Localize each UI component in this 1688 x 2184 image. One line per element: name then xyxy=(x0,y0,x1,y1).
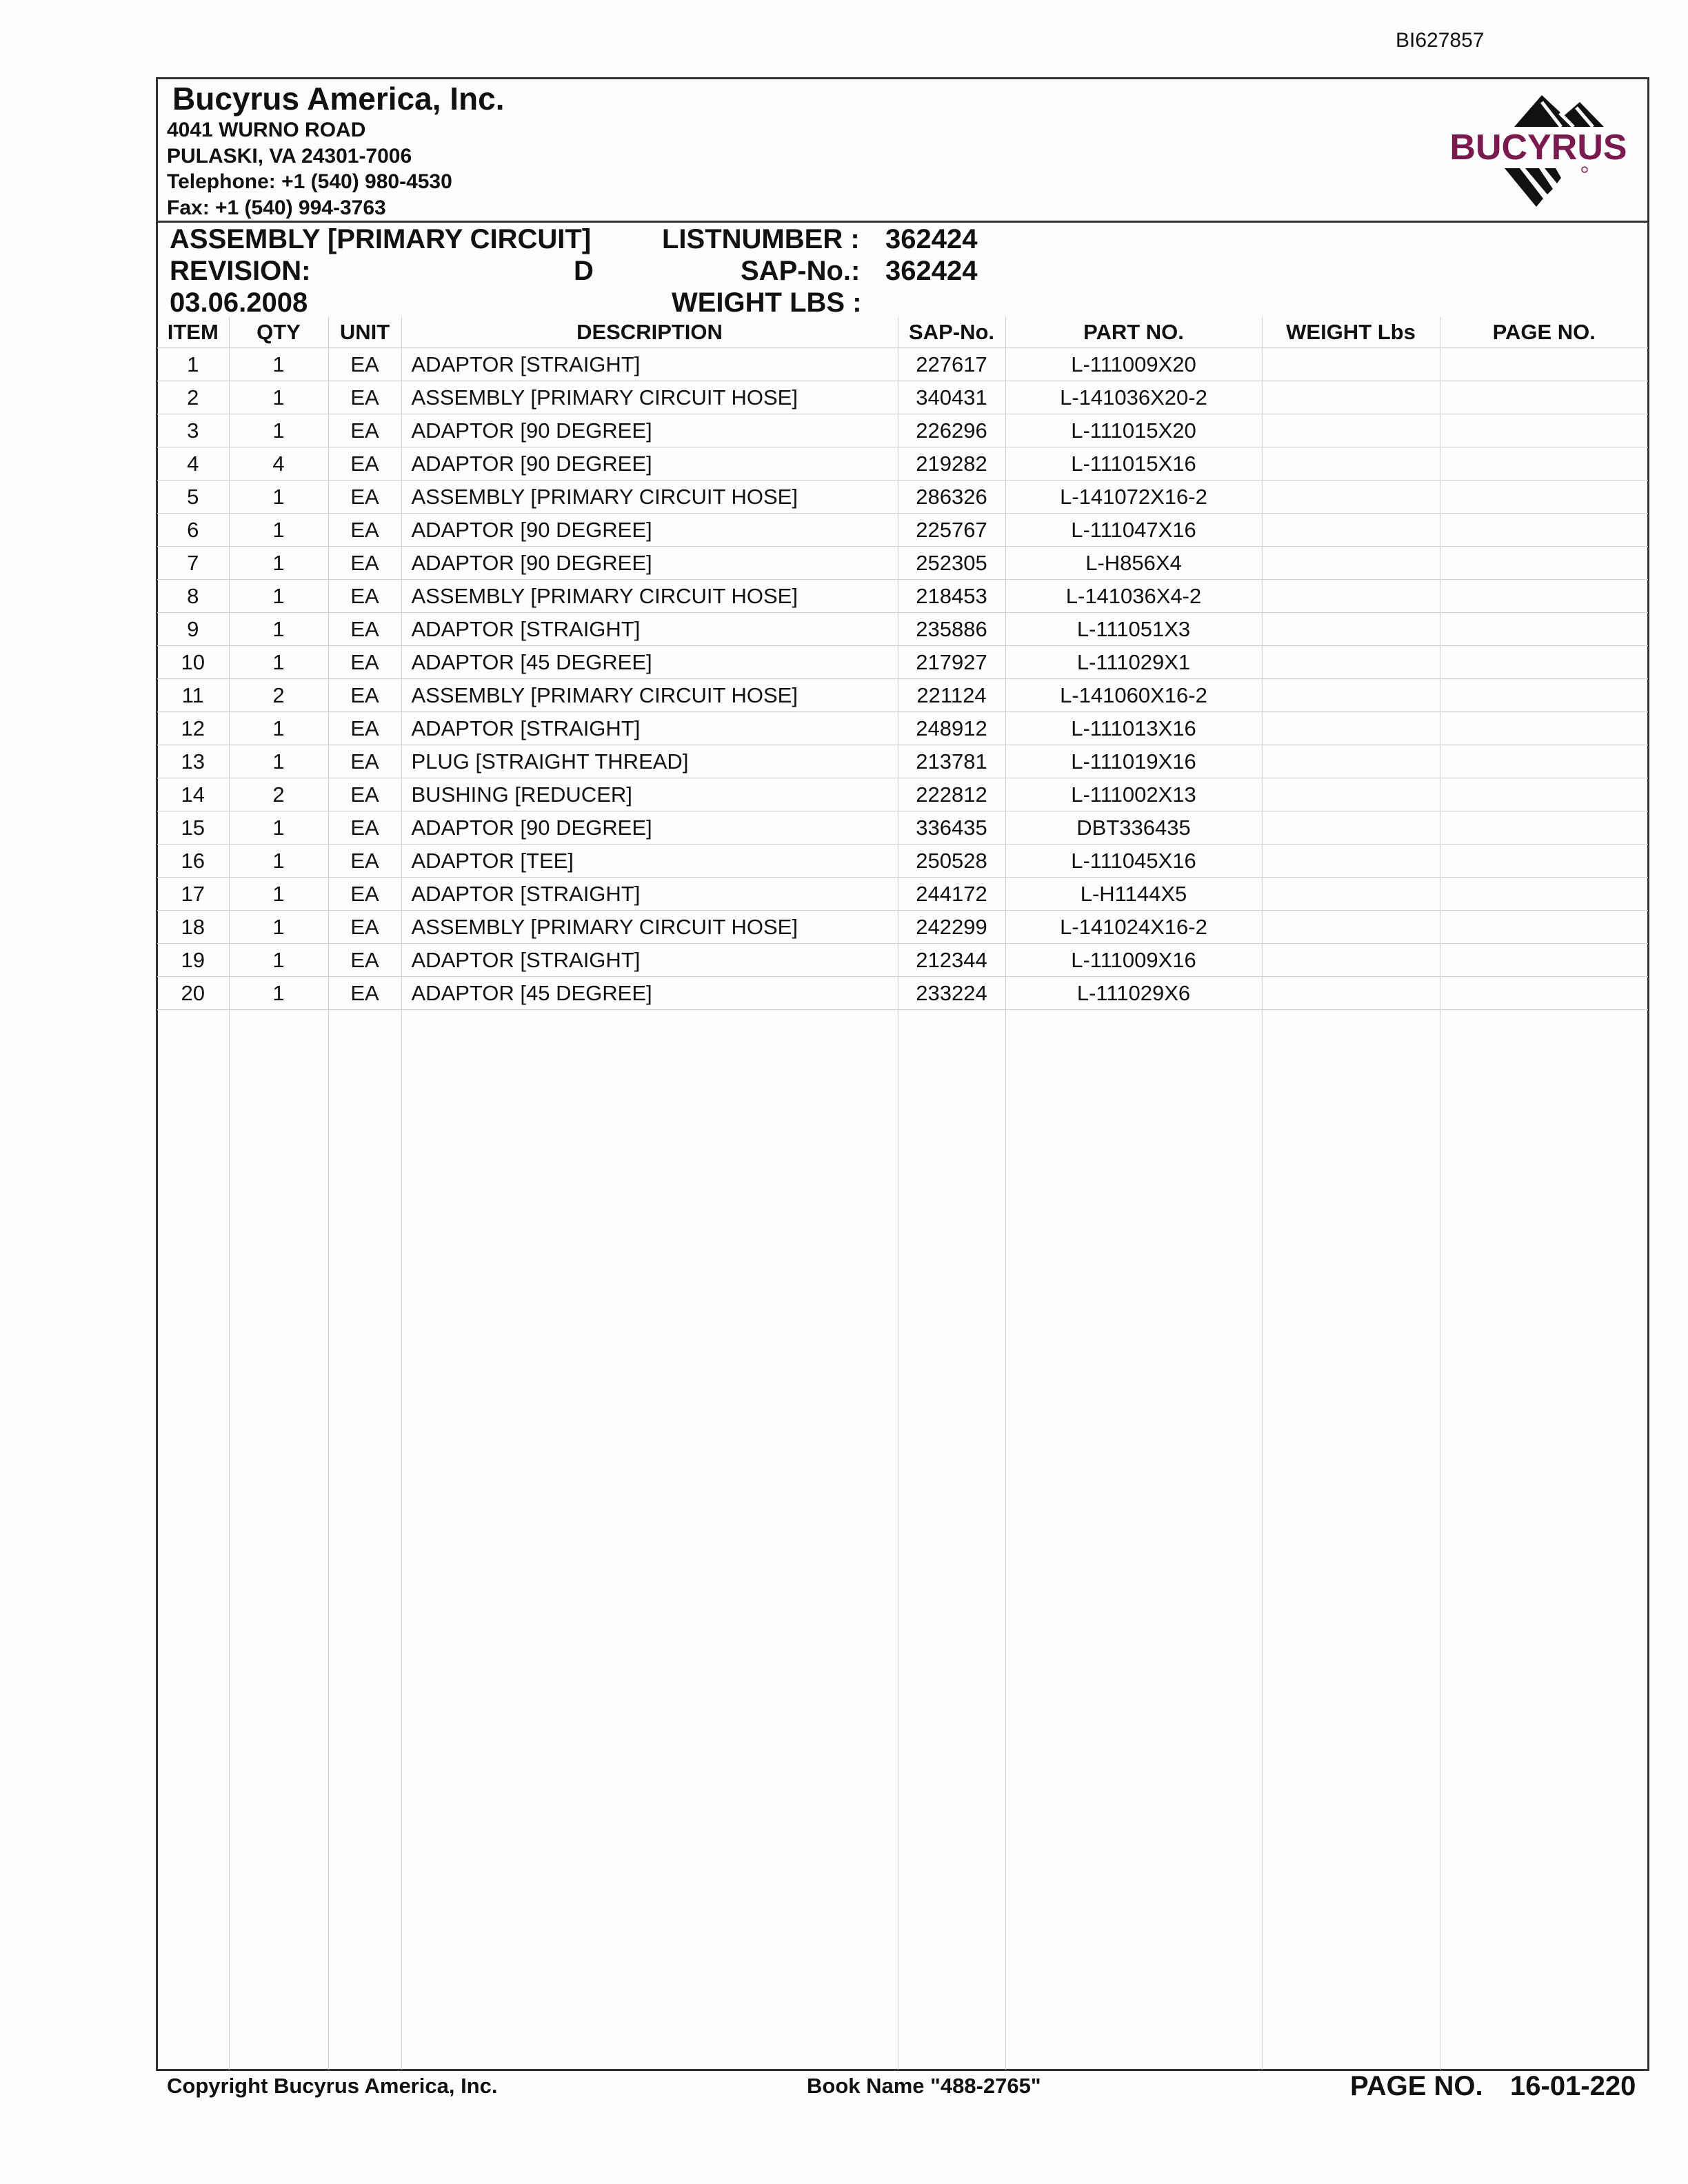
table-row xyxy=(157,745,1648,778)
column-header-sap-no: SAP-No. xyxy=(898,317,1005,348)
part-no-cell: L-111009X16 xyxy=(1005,944,1262,977)
item-cell: 2 xyxy=(157,381,229,414)
sap-no-cell: 226296 xyxy=(898,414,1005,447)
page-number-label: PAGE NO. xyxy=(1350,2071,1483,2101)
table-row xyxy=(157,911,1648,944)
sap-no-cell: 225767 xyxy=(898,514,1005,547)
copyright: Copyright Bucyrus America, Inc. xyxy=(167,2074,498,2098)
list-title: ASSEMBLY [PRIMARY CIRCUIT] xyxy=(170,224,592,254)
unit-cell: EA xyxy=(328,778,401,811)
description-cell: ASSEMBLY [PRIMARY CIRCUIT HOSE] xyxy=(401,679,898,712)
page-no-cell xyxy=(1440,613,1648,646)
unit-cell: EA xyxy=(328,447,401,481)
column-header-part-no: PART NO. xyxy=(1005,317,1262,348)
item-cell: 7 xyxy=(157,547,229,580)
part-no-cell: L-141060X16-2 xyxy=(1005,679,1262,712)
part-no-cell: L-111047X16 xyxy=(1005,514,1262,547)
table-row xyxy=(157,679,1648,712)
sap-no-cell: 227617 xyxy=(898,348,1005,381)
parts-table xyxy=(157,317,1648,1010)
page-no-cell xyxy=(1440,679,1648,712)
part-no-cell: L-111045X16 xyxy=(1005,845,1262,878)
qty-cell: 1 xyxy=(229,580,328,613)
sap-no-cell: 336435 xyxy=(898,811,1005,845)
document-id: BI627857 xyxy=(1396,29,1485,52)
page-no-cell xyxy=(1440,778,1648,811)
item-cell: 15 xyxy=(157,811,229,845)
item-cell: 20 xyxy=(157,977,229,1010)
table-row xyxy=(157,944,1648,977)
weight-cell xyxy=(1262,381,1440,414)
qty-cell: 1 xyxy=(229,514,328,547)
company-address-line1: 4041 WURNO ROAD xyxy=(167,119,366,141)
unit-cell: EA xyxy=(328,381,401,414)
part-no-cell: L-111009X20 xyxy=(1005,348,1262,381)
unit-cell: EA xyxy=(328,878,401,911)
qty-cell: 2 xyxy=(229,778,328,811)
table-row xyxy=(157,811,1648,845)
part-no-cell: L-111013X16 xyxy=(1005,712,1262,745)
sap-value: 362424 xyxy=(885,256,978,286)
page-no-cell xyxy=(1440,580,1648,613)
unit-cell: EA xyxy=(328,944,401,977)
weight-cell xyxy=(1262,646,1440,679)
part-no-cell: L-H856X4 xyxy=(1005,547,1262,580)
weight-cell xyxy=(1262,911,1440,944)
part-no-cell: L-141036X4-2 xyxy=(1005,580,1262,613)
qty-cell: 4 xyxy=(229,447,328,481)
page-no-cell xyxy=(1440,381,1648,414)
sap-no-cell: 221124 xyxy=(898,679,1005,712)
logo-text: BUCYRUS xyxy=(1449,128,1627,168)
table-row xyxy=(157,381,1648,414)
unit-cell: EA xyxy=(328,845,401,878)
page-no-cell xyxy=(1440,811,1648,845)
table-row xyxy=(157,481,1648,514)
unit-cell: EA xyxy=(328,613,401,646)
weight-cell xyxy=(1262,547,1440,580)
sap-no-cell: 212344 xyxy=(898,944,1005,977)
sap-no-cell: 233224 xyxy=(898,977,1005,1010)
sap-no-cell: 248912 xyxy=(898,712,1005,745)
part-no-cell: L-H1144X5 xyxy=(1005,878,1262,911)
weight-cell xyxy=(1262,778,1440,811)
item-cell: 11 xyxy=(157,679,229,712)
qty-cell: 1 xyxy=(229,414,328,447)
sap-no-cell: 242299 xyxy=(898,911,1005,944)
item-cell: 13 xyxy=(157,745,229,778)
table-row xyxy=(157,547,1648,580)
description-cell: ADAPTOR [STRAIGHT] xyxy=(401,712,898,745)
description-cell: ASSEMBLY [PRIMARY CIRCUIT HOSE] xyxy=(401,481,898,514)
column-header-weight: WEIGHT Lbs xyxy=(1262,317,1440,348)
company-name: Bucyrus America, Inc. xyxy=(172,81,505,117)
unit-cell: EA xyxy=(328,679,401,712)
part-no-cell: L-111015X20 xyxy=(1005,414,1262,447)
description-cell: ASSEMBLY [PRIMARY CIRCUIT HOSE] xyxy=(401,911,898,944)
item-cell: 5 xyxy=(157,481,229,514)
table-row xyxy=(157,977,1648,1010)
qty-cell: 1 xyxy=(229,845,328,878)
weight-cell xyxy=(1262,580,1440,613)
qty-cell: 1 xyxy=(229,811,328,845)
revision-value: D xyxy=(574,256,594,286)
table-row xyxy=(157,580,1648,613)
description-cell: ADAPTOR [STRAIGHT] xyxy=(401,944,898,977)
qty-cell: 1 xyxy=(229,348,328,381)
qty-cell: 1 xyxy=(229,911,328,944)
qty-cell: 1 xyxy=(229,878,328,911)
listnumber-label: LISTNUMBER : xyxy=(662,224,860,254)
table-row xyxy=(157,712,1648,745)
bucyrus-logo xyxy=(1438,88,1638,211)
weight-cell xyxy=(1262,447,1440,481)
page-no-cell xyxy=(1440,944,1648,977)
item-cell: 16 xyxy=(157,845,229,878)
item-cell: 4 xyxy=(157,447,229,481)
weight-label: WEIGHT LBS : xyxy=(672,287,862,318)
item-cell: 9 xyxy=(157,613,229,646)
description-cell: ADAPTOR [90 DEGREE] xyxy=(401,414,898,447)
description-cell: ADAPTOR [90 DEGREE] xyxy=(401,514,898,547)
table-row xyxy=(157,514,1648,547)
weight-cell xyxy=(1262,878,1440,911)
weight-cell xyxy=(1262,745,1440,778)
sap-no-cell: 340431 xyxy=(898,381,1005,414)
sap-no-cell: 217927 xyxy=(898,646,1005,679)
table-row xyxy=(157,348,1648,381)
unit-cell: EA xyxy=(328,481,401,514)
sap-label: SAP-No.: xyxy=(741,256,861,286)
column-header-qty: QTY xyxy=(229,317,328,348)
item-cell: 18 xyxy=(157,911,229,944)
page-no-cell xyxy=(1440,977,1648,1010)
qty-cell: 1 xyxy=(229,381,328,414)
weight-cell xyxy=(1262,414,1440,447)
page-number-value: 16-01-220 xyxy=(1510,2071,1636,2101)
unit-cell: EA xyxy=(328,547,401,580)
unit-cell: EA xyxy=(328,514,401,547)
unit-cell: EA xyxy=(328,745,401,778)
weight-cell xyxy=(1262,481,1440,514)
revision-label: REVISION: xyxy=(170,256,311,286)
page-no-cell xyxy=(1440,547,1648,580)
page-no-cell xyxy=(1440,745,1648,778)
description-cell: ADAPTOR [90 DEGREE] xyxy=(401,447,898,481)
part-no-cell: L-141036X20-2 xyxy=(1005,381,1262,414)
sap-no-cell: 252305 xyxy=(898,547,1005,580)
weight-cell xyxy=(1262,712,1440,745)
qty-cell: 1 xyxy=(229,547,328,580)
sap-no-cell: 219282 xyxy=(898,447,1005,481)
weight-cell xyxy=(1262,811,1440,845)
description-cell: ADAPTOR [STRAIGHT] xyxy=(401,878,898,911)
sap-no-cell: 244172 xyxy=(898,878,1005,911)
sap-no-cell: 222812 xyxy=(898,778,1005,811)
description-cell: ASSEMBLY [PRIMARY CIRCUIT HOSE] xyxy=(401,580,898,613)
unit-cell: EA xyxy=(328,712,401,745)
part-no-cell: DBT336435 xyxy=(1005,811,1262,845)
table-row xyxy=(157,447,1648,481)
company-telephone: Telephone: +1 (540) 980-4530 xyxy=(167,170,452,193)
description-cell: BUSHING [REDUCER] xyxy=(401,778,898,811)
page-no-cell xyxy=(1440,447,1648,481)
unit-cell: EA xyxy=(328,348,401,381)
item-cell: 14 xyxy=(157,778,229,811)
qty-cell: 1 xyxy=(229,481,328,514)
item-cell: 19 xyxy=(157,944,229,977)
description-cell: ADAPTOR [TEE] xyxy=(401,845,898,878)
part-no-cell: L-111015X16 xyxy=(1005,447,1262,481)
company-address-line2: PULASKI, VA 24301-7006 xyxy=(167,145,412,168)
part-no-cell: L-111051X3 xyxy=(1005,613,1262,646)
page-no-cell xyxy=(1440,878,1648,911)
description-cell: ADAPTOR [STRAIGHT] xyxy=(401,348,898,381)
qty-cell: 1 xyxy=(229,745,328,778)
page-no-cell xyxy=(1440,348,1648,381)
item-cell: 6 xyxy=(157,514,229,547)
header-divider xyxy=(156,221,1649,223)
description-cell: ADAPTOR [45 DEGREE] xyxy=(401,646,898,679)
page-no-cell xyxy=(1440,481,1648,514)
qty-cell: 1 xyxy=(229,944,328,977)
qty-cell: 2 xyxy=(229,679,328,712)
weight-cell xyxy=(1262,845,1440,878)
description-cell: ASSEMBLY [PRIMARY CIRCUIT HOSE] xyxy=(401,381,898,414)
item-cell: 10 xyxy=(157,646,229,679)
page-no-cell xyxy=(1440,414,1648,447)
qty-cell: 1 xyxy=(229,712,328,745)
page-no-cell xyxy=(1440,712,1648,745)
description-cell: ADAPTOR [90 DEGREE] xyxy=(401,547,898,580)
item-cell: 8 xyxy=(157,580,229,613)
description-cell: ADAPTOR [45 DEGREE] xyxy=(401,977,898,1010)
unit-cell: EA xyxy=(328,811,401,845)
company-fax: Fax: +1 (540) 994-3763 xyxy=(167,196,386,219)
table-header-row xyxy=(157,317,1648,348)
description-cell: PLUG [STRAIGHT THREAD] xyxy=(401,745,898,778)
weight-cell xyxy=(1262,348,1440,381)
table-row xyxy=(157,878,1648,911)
sap-no-cell: 286326 xyxy=(898,481,1005,514)
column-header-unit: UNIT xyxy=(328,317,401,348)
book-name: Book Name "488-2765" xyxy=(807,2074,1041,2098)
table-row xyxy=(157,778,1648,811)
description-cell: ADAPTOR [STRAIGHT] xyxy=(401,613,898,646)
weight-cell xyxy=(1262,514,1440,547)
qty-cell: 1 xyxy=(229,613,328,646)
page-no-cell xyxy=(1440,845,1648,878)
unit-cell: EA xyxy=(328,977,401,1010)
unit-cell: EA xyxy=(328,414,401,447)
weight-cell xyxy=(1262,613,1440,646)
column-header-description: DESCRIPTION xyxy=(401,317,898,348)
page-no-cell xyxy=(1440,514,1648,547)
qty-cell: 1 xyxy=(229,646,328,679)
item-cell: 17 xyxy=(157,878,229,911)
weight-cell xyxy=(1262,679,1440,712)
weight-cell xyxy=(1262,944,1440,977)
unit-cell: EA xyxy=(328,580,401,613)
page-no-cell xyxy=(1440,646,1648,679)
sap-no-cell: 213781 xyxy=(898,745,1005,778)
table-row xyxy=(157,613,1648,646)
sap-no-cell: 218453 xyxy=(898,580,1005,613)
listnumber-value: 362424 xyxy=(885,224,978,254)
weight-cell xyxy=(1262,977,1440,1010)
part-no-cell: L-111029X6 xyxy=(1005,977,1262,1010)
sap-no-cell: 235886 xyxy=(898,613,1005,646)
part-no-cell: L-141072X16-2 xyxy=(1005,481,1262,514)
part-no-cell: L-141024X16-2 xyxy=(1005,911,1262,944)
table-row xyxy=(157,646,1648,679)
unit-cell: EA xyxy=(328,911,401,944)
description-cell: ADAPTOR [90 DEGREE] xyxy=(401,811,898,845)
item-cell: 1 xyxy=(157,348,229,381)
part-no-cell: L-111019X16 xyxy=(1005,745,1262,778)
page-no-cell xyxy=(1440,911,1648,944)
part-no-cell: L-111029X1 xyxy=(1005,646,1262,679)
table-row xyxy=(157,414,1648,447)
item-cell: 3 xyxy=(157,414,229,447)
unit-cell: EA xyxy=(328,646,401,679)
item-cell: 12 xyxy=(157,712,229,745)
part-no-cell: L-111002X13 xyxy=(1005,778,1262,811)
column-header-page-no: PAGE NO. xyxy=(1440,317,1648,348)
sap-no-cell: 250528 xyxy=(898,845,1005,878)
column-header-item: ITEM xyxy=(157,317,229,348)
revision-date: 03.06.2008 xyxy=(170,287,308,318)
qty-cell: 1 xyxy=(229,977,328,1010)
table-row xyxy=(157,845,1648,878)
